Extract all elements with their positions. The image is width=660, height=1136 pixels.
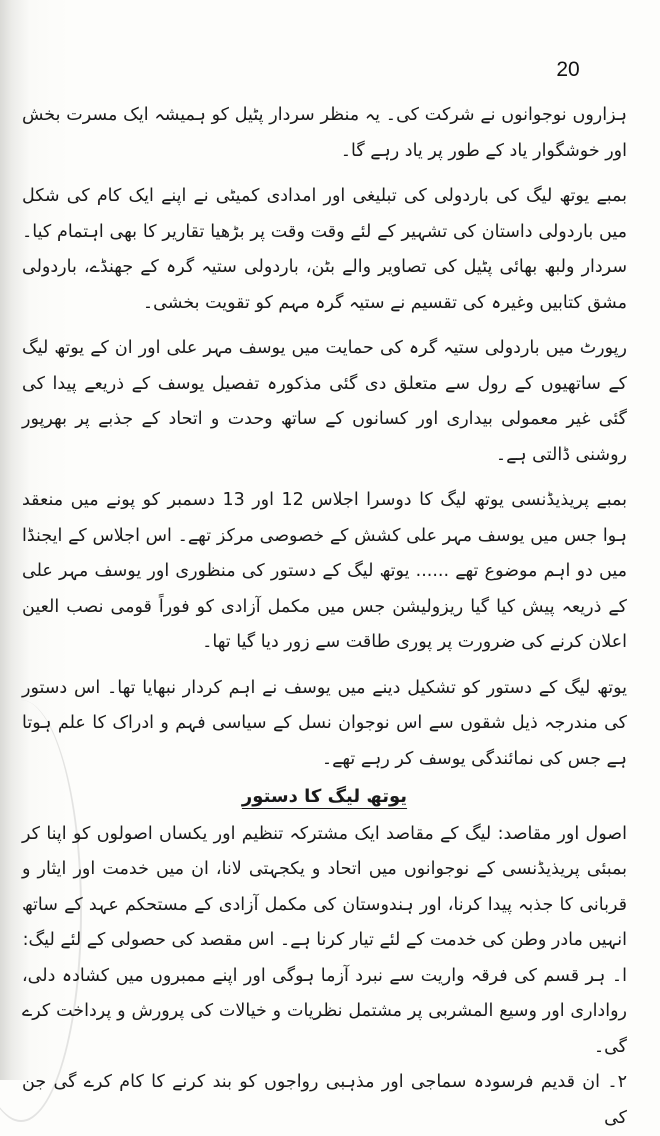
section-heading-text: یوتھ لیگ کا دستور	[241, 786, 408, 807]
paragraph-4: بمبے پریذیڈنسی یوتھ لیگ کا دوسرا اجلاس 12 اور 13 دسمبر کو پونے میں منعقد ہوا جس میں یوسف مہر علی کشش کے خصوصی مرکز تھے۔ اس اجلاس کے ایجنڈا میں دو اہم موضوع تھے ...... یوتھ لیگ کے دستور کی منظوری اور یوسف مہر علی کے ذریعہ پیش کیا گیا ریزولیشن جس میں مکمل آزادی کو فوراً قومی نصب العین اعلان کرنے کی ضرورت پر پوری طاقت سے زور دیا گیا تھا۔	[22, 490, 628, 652]
constitution-item-1: ا۔ ہر قسم کی فرقہ واریت سے نبرد آزما ہوگی اور اپنے ممبروں میں کشادہ دلی، رواداری اور وسیع المشربی پر مشتمل نظریات و خیالات کی پرورش و پرداخت کرے گی۔	[22, 965, 627, 1057]
page-number: 20	[556, 58, 580, 81]
constitution-intro: اصول اور مقاصد: لیگ کے مقاصد ایک مشترکہ تنظیم اور یکساں اصولوں کو اپنا کر بمبئی پریذیڈنسی کے نوجوانوں میں اتحاد و یکجہتی لانا، ان میں خدمت اور ایثار و قربانی کا جذبہ پیدا کرنا، اور ہندوستان کی مکمل آزادی کے مستحکم عہد کے ساتھ انہیں مادر وطن کی خدمت کے لئے تیار کرنا ہے۔ اس مقصد کی حصولی کے لئے لیگ:	[22, 823, 627, 950]
constitution-item-2: ۲۔ ان قدیم فرسودہ سماجی اور مذہبی رواجوں کو بند کرنے کا کام کرے گی جن کی	[22, 1072, 627, 1128]
paragraph-2: بمبے یوتھ لیگ کی باردولی کی تبلیغی اور امدادی کمیٹی نے اپنے ایک کام کی شکل میں باردولی داستان کی تشہیر کے لئے وقت وقت پر بڑھیا تقاریر کا بھی اہتمام کیا۔ سردار ولبھ بھائی پٹیل کی تصاویر والے بٹن، باردولی ستیہ گرہ کے جھنڈے، باردولی مشق کتابیں وغیرہ کی تقسیم نے ستیہ گرہ مہم کو تقویت بخشی۔	[22, 186, 627, 313]
page-body	[22, 98, 627, 1136]
section-heading	[22, 779, 627, 815]
paragraph-5: یوتھ لیگ کے دستور کو تشکیل دینے میں یوسف نے اہم کردار نبھایا تھا۔ اس دستور کی مندرجہ ذیل شقوں سے اس نوجوان نسل کے سیاسی فہم و ادراک کا علم ہوتا ہے جس کی نمائندگی یوسف کر رہے تھے۔	[22, 677, 627, 769]
paragraph-3: رپورٹ میں باردولی ستیہ گرہ کی حمایت میں یوسف مہر علی اور ان کے یوتھ لیگ کے ساتھیوں کے رول سے متعلق دی گئی مذکورہ تفصیل یوسف کے ذریعے پیدا کی گئی غیر معمولی بیداری اور کسانوں کے ساتھ وحدت و اتحاد کے جذبے پر بھرپور روشنی ڈالتی ہے۔	[22, 338, 627, 465]
paragraph-1: ہزاروں نوجوانوں نے شرکت کی۔ یہ منظر سردار پٹیل کو ہمیشہ ایک مسرت بخش اور خوشگوار یاد کے طور پر یاد رہے گا۔	[22, 105, 627, 161]
